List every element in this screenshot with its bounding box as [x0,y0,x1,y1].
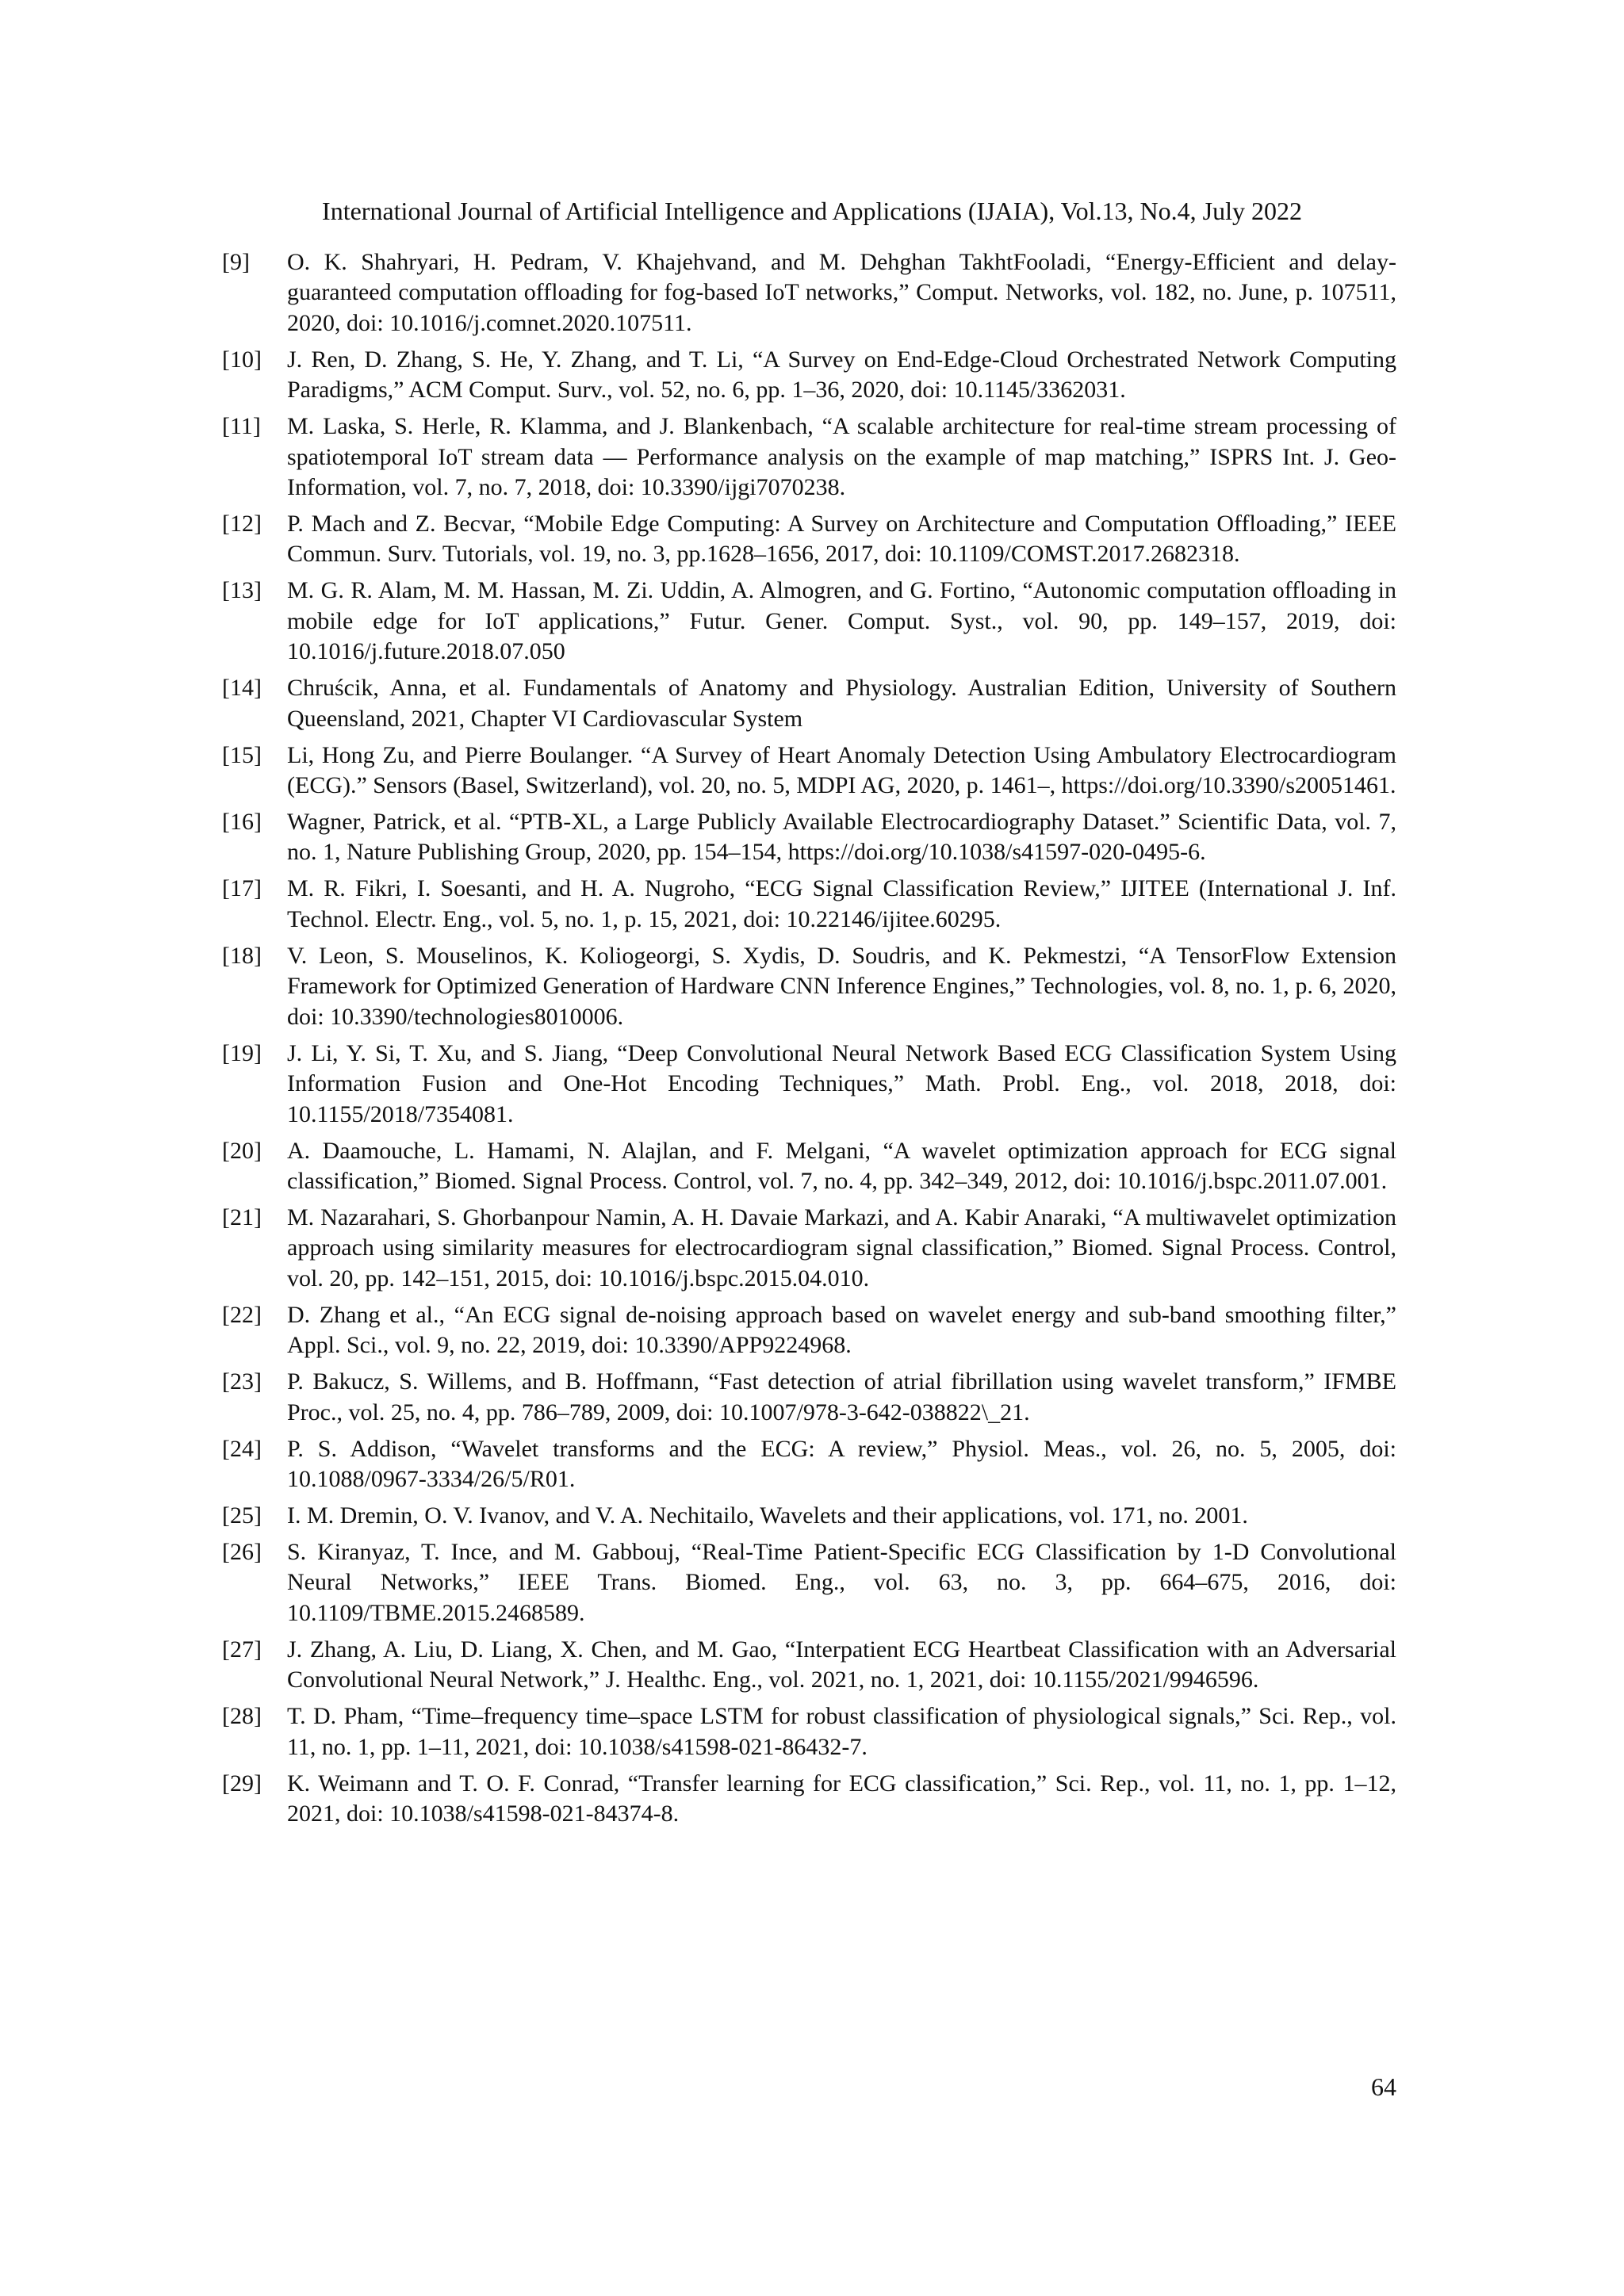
running-header: International Journal of Artificial Intelligence and Applications (IJAIA), Vol.13, No.4, July 2022 [322,197,1302,225]
reference-number: [29] [222,1770,262,1797]
reference-text: M. R. Fikri, I. Soesanti, and H. A. Nugroho, “ECG Signal Classification Review,” IJITEE (International J. Inf. Technol. Electr. Eng., vol. 5, no. 1, p. 15, 2021, doi: 10.22146/ijitee.60295. [287,875,1396,932]
reference-text: K. Weimann and T. O. F. Conrad, “Transfer learning for ECG classification,” Sci. Rep., vol. 11, no. 1, pp. 1–12, 2021, doi: 10.1038/s41598-021-84374-8. [287,1770,1396,1827]
reference-item [222,740,1396,802]
reference-item [222,1635,1396,1696]
reference-text: D. Zhang et al., “An ECG signal de-noising approach based on wavelet energy and sub-band smoothing filter,” Appl. Sci., vol. 9, no. 22, 2019, doi: 10.3390/APP9224968. [287,1301,1396,1359]
reference-number: [24] [222,1435,262,1462]
reference-item [222,1203,1396,1294]
reference-number: [28] [222,1703,262,1730]
reference-item [222,1769,1396,1830]
reference-text: O. K. Shahryari, H. Pedram, V. Khajehvand, and M. Dehghan TakhtFooladi, “Energy-Efficient and delay-guaranteed computation offloading for fog-based IoT networks,” Comput. Networks, vol. 182, no. June, p. 107511, 2020, doi: 10.1016/j.comnet.2020.107511. [287,249,1396,336]
reference-number: [10] [222,346,262,373]
reference-item [222,1300,1396,1361]
reference-text: I. M. Dremin, O. V. Ivanov, and V. A. Nechitailo, Wavelets and their applications, vol. 171, no. 2001. [287,1502,1248,1529]
reference-item [222,874,1396,935]
reference-number: [15] [222,741,262,768]
reference-item [222,1039,1396,1130]
reference-number: [22] [222,1301,262,1328]
reference-number: [11] [222,413,261,440]
reference-number: [13] [222,577,262,604]
reference-item [222,1367,1396,1428]
reference-item [222,509,1396,570]
reference-text: M. G. R. Alam, M. M. Hassan, M. Zi. Uddin, A. Almogren, and G. Fortino, “Autonomic computation offloading in mobile edge for IoT applications,” Futur. Gener. Comput. Syst., vol. 90, pp. 149–157, 2019, doi: 10.1016/j.future.2018.07.050 [287,577,1396,665]
reference-item [222,247,1396,339]
reference-number: [21] [222,1203,262,1230]
reference-item [222,1701,1396,1762]
reference-text: M. Nazarahari, S. Ghorbanpour Namin, A. H. Davaie Markazi, and A. Kabir Anaraki, “A multiwavelet optimization approach using similarity measures for electrocardiogram signal classification,” Biomed. Signal Process. Control, vol. 20, pp. 142–151, 2015, doi: 10.1016/j.bspc.2015.04.010. [287,1203,1396,1292]
page-number: 64 [1371,2072,1396,2101]
reference-text: P. S. Addison, “Wavelet transforms and the ECG: A review,” Physiol. Meas., vol. 26, no. 5, 2005, doi: 10.1088/0967-3334/26/5/R01. [287,1435,1396,1492]
reference-item [222,807,1396,868]
reference-text: P. Bakucz, S. Willems, and B. Hoffmann, “Fast detection of atrial fibrillation using wavelet transform,” IFMBE Proc., vol. 25, no. 4, pp. 786–789, 2009, doi: 10.1007/978-3-642-038822\_21. [287,1368,1396,1425]
reference-text: Wagner, Patrick, et al. “PTB-XL, a Large Publicly Available Electrocardiography Dataset.” Scientific Data, vol. 7, no. 1, Nature Publishing Group, 2020, pp. 154–154, https://doi.org/10.1038/s41597-020-0495-6. [287,809,1396,866]
reference-item [222,1501,1396,1531]
reference-item [222,411,1396,503]
reference-text: Chruścik, Anna, et al. Fundamentals of Anatomy and Physiology. Australian Edition, University of Southern Queensland, 2021, Chapter VI Cardiovascular System [287,675,1396,732]
reference-item [222,345,1396,406]
reference-text: J. Ren, D. Zhang, S. He, Y. Zhang, and T. Li, “A Survey on End-Edge-Cloud Orchestrated Network Computing Paradigms,” ACM Comput. Surv., vol. 52, no. 6, pp. 1–36, 2020, doi: 10.1145/3362031. [287,346,1396,404]
reference-item [222,576,1396,667]
reference-number: [9] [222,249,250,275]
reference-item [222,1136,1396,1197]
reference-number: [27] [222,1636,262,1663]
reference-text: V. Leon, S. Mouselinos, K. Koliogeorgi, S. Xydis, D. Soudris, and K. Pekmestzi, “A TensorFlow Extension Framework for Optimized Generation of Hardware CNN Inference Engines,” Technologies, vol. 8, no. 1, p. 6, 2020, doi: 10.3390/technologies8010006. [287,942,1396,1030]
reference-list [222,247,1396,1835]
reference-number: [23] [222,1368,262,1395]
reference-text: P. Mach and Z. Becvar, “Mobile Edge Computing: A Survey on Architecture and Computation Offloading,” IEEE Commun. Surv. Tutorials, vol. 19, no. 3, pp.1628–1656, 2017, doi: 10.1109/COMST.2017.2682318. [287,511,1396,568]
reference-item [222,941,1396,1032]
reference-number: [25] [222,1502,262,1529]
reference-number: [26] [222,1538,262,1565]
reference-item [222,673,1396,734]
reference-item [222,1537,1396,1628]
reference-text: Li, Hong Zu, and Pierre Boulanger. “A Survey of Heart Anomaly Detection Using Ambulatory Electrocardiogram (ECG).” Sensors (Basel, Switzerland), vol. 20, no. 5, MDPI AG, 2020, p. 1461–, https://doi.org/10.3390/s20051461. [287,741,1396,799]
reference-text: T. D. Pham, “Time–frequency time–space LSTM for robust classification of physiological signals,” Sci. Rep., vol. 11, no. 1, pp. 1–11, 2021, doi: 10.1038/s41598-021-86432-7. [287,1703,1396,1760]
reference-text: A. Daamouche, L. Hamami, N. Alajlan, and F. Melgani, “A wavelet optimization approach for ECG signal classification,” Biomed. Signal Process. Control, vol. 7, no. 4, pp. 342–349, 2012, doi: 10.1016/j.bspc.2011.07.001. [287,1137,1396,1194]
reference-number: [17] [222,875,262,902]
reference-number: [14] [222,675,262,702]
reference-text: J. Li, Y. Si, T. Xu, and S. Jiang, “Deep Convolutional Neural Network Based ECG Classification System Using Information Fusion and One-Hot Encoding Techniques,” Math. Probl. Eng., vol. 2018, 2018, doi: 10.1155/2018/7354081. [287,1039,1396,1127]
reference-number: [12] [222,511,262,538]
reference-number: [18] [222,942,262,969]
reference-number: [16] [222,809,262,836]
reference-number: [19] [222,1039,262,1066]
reference-item [222,1434,1396,1495]
reference-text: M. Laska, S. Herle, R. Klamma, and J. Blankenbach, “A scalable architecture for real-time stream processing of spatiotemporal IoT stream data — Performance analysis on the example of map matching,” ISPRS Int. J. Geo-Information, vol. 7, no. 7, 2018, doi: 10.3390/ijgi7070238. [287,413,1396,501]
reference-text: S. Kiranyaz, T. Ince, and M. Gabbouj, “Real-Time Patient-Specific ECG Classification by 1-D Convolutional Neural Networks,” IEEE Trans. Biomed. Eng., vol. 63, no. 3, pp. 664–675, 2016, doi: 10.1109/TBME.2015.2468589. [287,1538,1396,1626]
reference-number: [20] [222,1137,262,1164]
reference-text: J. Zhang, A. Liu, D. Liang, X. Chen, and M. Gao, “Interpatient ECG Heartbeat Classification with an Adversarial Convolutional Neural Network,” J. Healthc. Eng., vol. 2021, no. 1, 2021, doi: 10.1155/2021/9946596. [287,1636,1396,1693]
